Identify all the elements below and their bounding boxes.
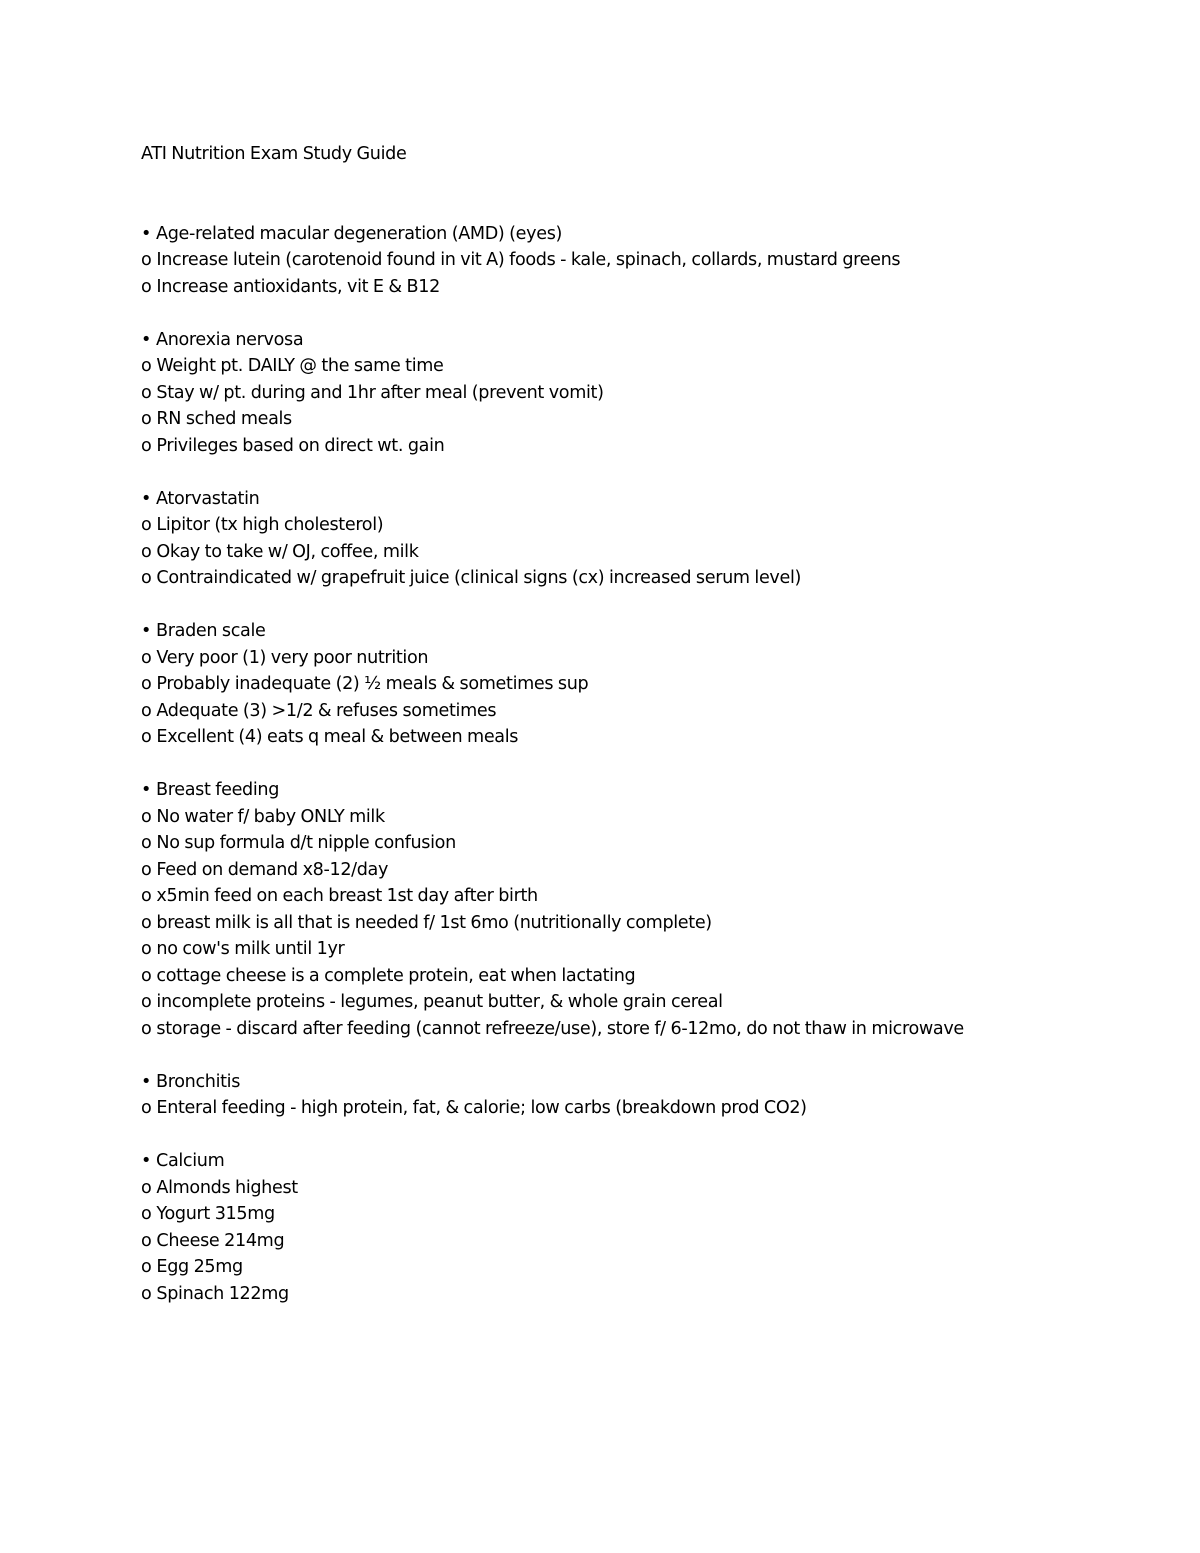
sub-bullet-icon: o <box>141 939 152 959</box>
list-item-text: Increase lutein (carotenoid found in vit A) foods - kale, spinach, collards, mustard greens <box>156 250 901 270</box>
topic-heading-text: Breast feeding <box>156 780 280 800</box>
list-item <box>141 1095 1141 1122</box>
sub-bullet-icon: o <box>141 674 152 694</box>
list-item-text: Lipitor (tx high cholesterol) <box>156 515 384 535</box>
list-item-text: Spinach 122mg <box>156 1283 289 1304</box>
list-item-text: Adequate (3) >1/2 & refuses sometimes <box>156 700 497 721</box>
sub-bullet-icon: o <box>141 1283 152 1304</box>
sub-bullet-icon: o <box>141 568 152 588</box>
sub-bullet-icon: o <box>141 356 152 376</box>
sub-bullet-icon: o <box>141 541 152 562</box>
topic-heading <box>141 777 1141 804</box>
topic-heading <box>141 618 1141 645</box>
list-item <box>141 1016 1141 1043</box>
list-item <box>141 936 1141 963</box>
sub-bullet-icon: o <box>141 515 152 535</box>
sub-bullet-icon: o <box>141 250 152 270</box>
sub-bullet-icon: o <box>141 409 152 429</box>
list-item <box>141 830 1141 857</box>
list-item <box>141 406 1141 433</box>
list-item-text: Contraindicated w/ grapefruit juice (clinical signs (cx) increased serum level) <box>156 568 802 588</box>
sub-bullet-icon: o <box>141 1018 152 1039</box>
list-item <box>141 1201 1141 1228</box>
document-title: ATI Nutrition Exam Study Guide <box>141 144 407 164</box>
list-item <box>141 804 1141 831</box>
list-item-text: breast milk is all that is needed f/ 1st 6mo (nutritionally complete) <box>156 912 712 933</box>
topic-section <box>141 1069 1141 1122</box>
list-item <box>141 512 1141 539</box>
list-item-text: No water f/ baby ONLY milk <box>156 806 385 827</box>
bullet-icon: • <box>141 621 152 641</box>
topic-section <box>141 1148 1141 1307</box>
list-item-text: Probably inadequate (2) ½ meals & sometimes sup <box>156 674 589 694</box>
sub-bullet-icon: o <box>141 859 152 880</box>
sub-bullet-icon: o <box>141 833 152 853</box>
topic-heading <box>141 1148 1141 1175</box>
list-item <box>141 247 1141 274</box>
list-item <box>141 433 1141 460</box>
topic-heading-text: Bronchitis <box>156 1071 241 1092</box>
list-item-text: cottage cheese is a complete protein, eat when lactating <box>156 965 636 986</box>
list-item-text: Very poor (1) very poor nutrition <box>156 647 429 668</box>
sub-bullet-icon: o <box>141 1177 152 1198</box>
list-item-text: Excellent (4) eats q meal & between meals <box>156 727 519 747</box>
list-item <box>141 671 1141 698</box>
topic-heading <box>141 221 1141 248</box>
list-item <box>141 910 1141 937</box>
list-item <box>141 380 1141 407</box>
list-item <box>141 698 1141 725</box>
bullet-icon: • <box>141 329 152 350</box>
sub-bullet-icon: o <box>141 965 152 986</box>
topic-section <box>141 777 1141 1042</box>
sub-bullet-icon: o <box>141 647 152 668</box>
sub-bullet-icon: o <box>141 276 152 297</box>
list-item <box>141 724 1141 751</box>
topic-section <box>141 221 1141 301</box>
sub-bullet-icon: o <box>141 435 152 456</box>
bullet-icon: • <box>141 1071 152 1092</box>
list-item-text: Increase antioxidants, vit E & B12 <box>156 276 440 297</box>
list-item-text: Stay w/ pt. during and 1hr after meal (prevent vomit) <box>156 382 604 403</box>
list-item <box>141 1175 1141 1202</box>
list-item-text: No sup formula d/t nipple confusion <box>156 833 456 853</box>
list-item-text: RN sched meals <box>156 409 292 429</box>
sub-bullet-icon: o <box>141 912 152 933</box>
list-item-text: incomplete proteins - legumes, peanut butter, & whole grain cereal <box>156 992 723 1012</box>
list-item <box>141 274 1141 301</box>
list-item <box>141 353 1141 380</box>
list-item-text: no cow's milk until 1yr <box>156 939 345 959</box>
list-item-text: Privileges based on direct wt. gain <box>156 435 445 456</box>
bullet-icon: • <box>141 1151 152 1171</box>
list-item-text: storage - discard after feeding (cannot refreeze/use), store f/ 6-12mo, do not thaw in microwave <box>156 1018 964 1039</box>
document-content <box>141 141 1141 1334</box>
section-list <box>141 221 1141 1308</box>
sub-bullet-icon: o <box>141 1204 152 1224</box>
list-item <box>141 1254 1141 1281</box>
topic-heading-text: Anorexia nervosa <box>156 329 304 350</box>
list-item <box>141 1281 1141 1308</box>
topic-heading <box>141 1069 1141 1096</box>
topic-section <box>141 486 1141 592</box>
list-item-text: Egg 25mg <box>156 1257 243 1277</box>
sub-bullet-icon: o <box>141 700 152 721</box>
topic-heading-text: Age-related macular degeneration (AMD) (eyes) <box>156 223 563 244</box>
list-item <box>141 1228 1141 1255</box>
topic-section <box>141 618 1141 751</box>
sub-bullet-icon: o <box>141 382 152 403</box>
list-item-text: Feed on demand x8-12/day <box>156 859 389 880</box>
topic-heading <box>141 327 1141 354</box>
topic-section <box>141 327 1141 460</box>
sub-bullet-icon: o <box>141 886 152 906</box>
list-item <box>141 963 1141 990</box>
topic-heading-text: Atorvastatin <box>156 488 260 509</box>
list-item <box>141 645 1141 672</box>
list-item-text: Cheese 214mg <box>156 1230 285 1251</box>
sub-bullet-icon: o <box>141 1257 152 1277</box>
sub-bullet-icon: o <box>141 992 152 1012</box>
bullet-icon: • <box>141 223 152 244</box>
topic-heading <box>141 486 1141 513</box>
topic-heading-text: Calcium <box>156 1151 225 1171</box>
list-item <box>141 857 1141 884</box>
topic-heading-text: Braden scale <box>156 621 266 641</box>
list-item-text: Weight pt. DAILY @ the same time <box>156 356 444 376</box>
sub-bullet-icon: o <box>141 727 152 747</box>
sub-bullet-icon: o <box>141 1098 152 1118</box>
sub-bullet-icon: o <box>141 806 152 827</box>
list-item-text: x5min feed on each breast 1st day after birth <box>156 886 538 906</box>
list-item <box>141 883 1141 910</box>
list-item <box>141 565 1141 592</box>
bullet-icon: • <box>141 780 152 800</box>
sub-bullet-icon: o <box>141 1230 152 1251</box>
list-item <box>141 539 1141 566</box>
list-item-text: Yogurt 315mg <box>156 1204 275 1224</box>
list-item-text: Okay to take w/ OJ, coffee, milk <box>156 541 419 562</box>
list-item <box>141 989 1141 1016</box>
bullet-icon: • <box>141 488 152 509</box>
list-item-text: Enteral feeding - high protein, fat, & calorie; low carbs (breakdown prod CO2) <box>156 1098 807 1118</box>
list-item-text: Almonds highest <box>156 1177 298 1198</box>
